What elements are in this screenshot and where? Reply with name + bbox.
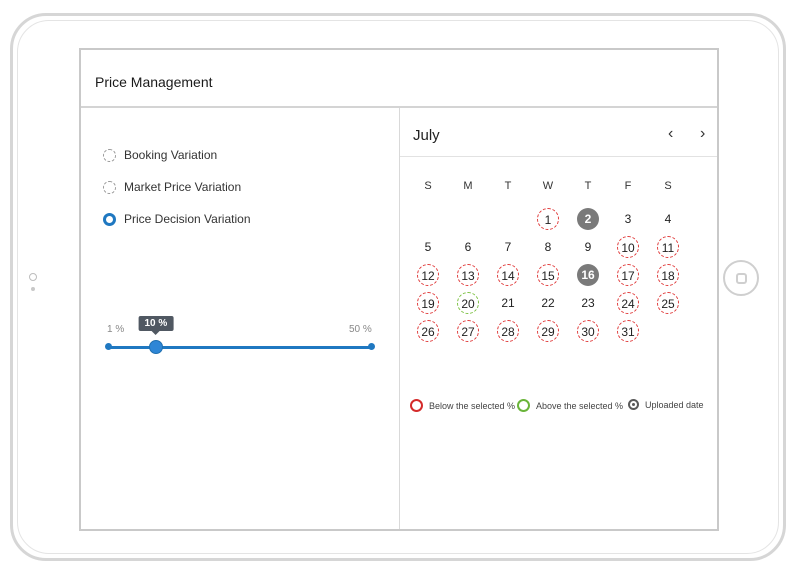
calendar-day[interactable]: 4 <box>664 212 672 226</box>
calendar-day[interactable]: 17 <box>617 264 639 286</box>
calendar-divider <box>400 156 717 157</box>
legend-uploaded-label: Uploaded date <box>645 399 704 410</box>
slider-track[interactable] <box>107 346 373 349</box>
weekday-header: S <box>664 180 672 192</box>
calendar-day[interactable]: 14 <box>497 264 519 286</box>
weekday-header: W <box>542 180 554 192</box>
calendar-day[interactable]: 26 <box>417 320 439 342</box>
calendar-day[interactable]: 27 <box>457 320 479 342</box>
calendar-day[interactable]: 12 <box>417 264 439 286</box>
weekday-header: T <box>504 180 512 192</box>
radio-market-price-variation[interactable] <box>103 180 241 194</box>
weekday-header: F <box>624 180 632 192</box>
options-panel <box>81 108 399 529</box>
calendar-day[interactable]: 24 <box>617 292 639 314</box>
calendar-day[interactable]: 30 <box>577 320 599 342</box>
calendar-day[interactable]: 13 <box>457 264 479 286</box>
slider-min-label: 1 % <box>107 324 125 335</box>
green-circle-icon <box>517 399 530 412</box>
calendar-day[interactable]: 22 <box>541 296 555 310</box>
radio-circle[interactable] <box>103 181 116 194</box>
calendar-panel <box>400 108 717 529</box>
page-title: Price Management <box>95 74 213 90</box>
weekday-header: M <box>463 180 473 192</box>
radio-label: Booking Variation <box>124 148 218 162</box>
app-screen <box>79 48 719 531</box>
camera-icon <box>29 273 37 281</box>
calendar-day[interactable]: 20 <box>457 292 479 314</box>
home-button[interactable] <box>723 260 759 296</box>
chevron-right-icon[interactable]: › <box>700 125 706 142</box>
chevron-left-icon[interactable]: ‹ <box>668 125 674 142</box>
radio-label: Price Decision Variation <box>124 212 251 226</box>
calendar-day[interactable]: 10 <box>617 236 639 258</box>
legend-above <box>517 399 623 412</box>
calendar-day[interactable]: 8 <box>544 240 552 254</box>
calendar-day[interactable]: 23 <box>581 296 595 310</box>
radio-price-decision-variation[interactable] <box>103 212 251 226</box>
calendar-day[interactable]: 18 <box>657 264 679 286</box>
calendar-day[interactable]: 11 <box>657 236 679 258</box>
radio-label: Market Price Variation <box>124 180 242 194</box>
legend-below-label: Below the selected % <box>429 400 516 411</box>
calendar-day[interactable]: 6 <box>464 240 472 254</box>
calendar-day[interactable]: 31 <box>617 320 639 342</box>
slider-thumb[interactable] <box>149 340 163 354</box>
calendar-day[interactable]: 28 <box>497 320 519 342</box>
calendar-day[interactable]: 3 <box>624 212 632 226</box>
calendar-day[interactable]: 5 <box>424 240 432 254</box>
slider-max-label: 50 % <box>349 324 372 335</box>
calendar-day[interactable]: 9 <box>584 240 592 254</box>
radio-circle-checked[interactable] <box>103 213 116 226</box>
weekday-header: T <box>584 180 592 192</box>
sensor-dot <box>31 287 35 291</box>
calendar-day[interactable]: 1 <box>537 208 559 230</box>
radio-booking-variation[interactable] <box>103 148 217 162</box>
calendar-month: July <box>413 127 440 144</box>
legend-uploaded <box>628 399 704 410</box>
app-header <box>81 50 717 108</box>
legend-below <box>410 399 515 412</box>
calendar-day[interactable]: 25 <box>657 292 679 314</box>
radio-circle[interactable] <box>103 149 116 162</box>
calendar-day[interactable]: 21 <box>501 296 515 310</box>
home-square-icon <box>736 273 747 284</box>
calendar-day[interactable]: 15 <box>537 264 559 286</box>
slider-value-tooltip: 10 % <box>138 316 173 331</box>
calendar-day[interactable]: 2 <box>577 208 599 230</box>
target-circle-icon <box>628 399 639 410</box>
calendar-day[interactable]: 7 <box>504 240 512 254</box>
percent-slider[interactable] <box>107 336 373 358</box>
slider-start-dot <box>105 343 112 350</box>
slider-end-dot <box>368 343 375 350</box>
red-circle-icon <box>410 399 423 412</box>
weekday-header: S <box>424 180 432 192</box>
calendar-day[interactable]: 19 <box>417 292 439 314</box>
legend-above-label: Above the selected % <box>536 400 624 411</box>
calendar-day[interactable]: 16 <box>577 264 599 286</box>
calendar-day[interactable]: 29 <box>537 320 559 342</box>
